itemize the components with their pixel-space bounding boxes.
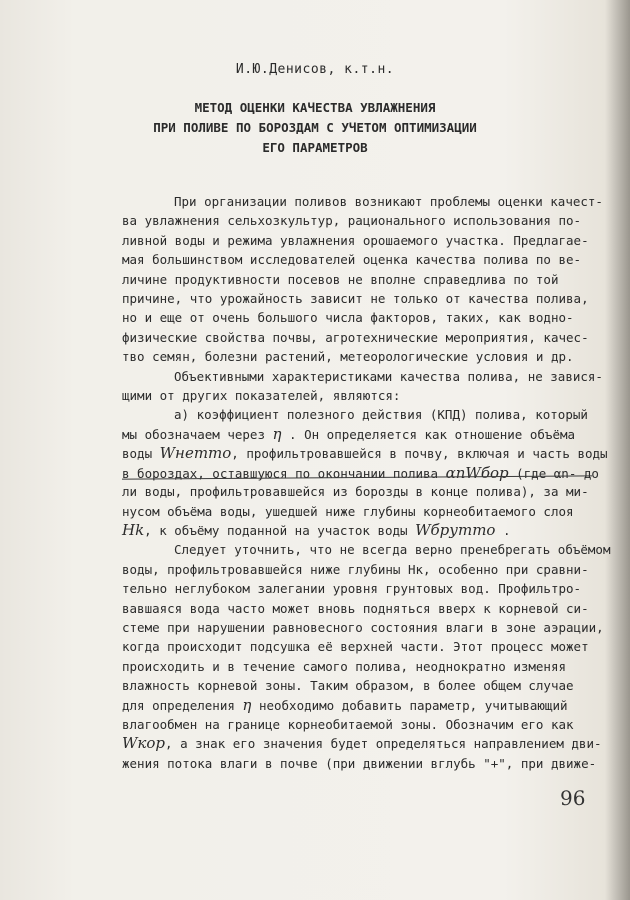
title-line: МЕТОД ОЦЕНКИ КАЧЕСТВА УВЛАЖНЕНИЯ — [194, 100, 436, 115]
alpha-w-symbol: αnWбор — [445, 463, 509, 482]
text-line: ва увлажнения сельхозкультур, рационального использования по- — [122, 213, 582, 229]
text-line: тельно неглубоком залегании уровня грунтовых вод. Профильтро- — [122, 581, 582, 597]
text-line: влагообмен на границе корнеобитаемой зоны. Обозначим его как — [122, 716, 574, 732]
text-line: причине, что урожайность зависит не только от качества полива, — [122, 291, 589, 307]
text-line: жения потока влаги в почве (при движении вглубь "+", при движе- — [122, 755, 597, 771]
text-line: тво семян, болезни растений, метеорологические условия и др. — [122, 349, 574, 365]
text-line — [122, 444, 612, 463]
text-fragment: . — [495, 522, 511, 538]
text-line: мая большинством исследователей оценка качества полива по ве- — [122, 252, 582, 268]
text-fragment: воды — [122, 446, 160, 462]
text-line: вавшаяся вода часто может вновь подняться вверх к корневой си- — [122, 600, 589, 616]
w-netto-symbol: Wнетто — [159, 444, 232, 463]
eta-symbol: η — [272, 424, 282, 443]
text-line: физические свойства почвы, агротехнические мероприятия, качес- — [122, 329, 589, 345]
text-line: ливной воды и режима увлажнения орошаемого участка. Предлагае- — [122, 232, 589, 248]
text-line: ли воды, профильтровавшейся из борозды в конце полива), за ми- — [122, 484, 589, 500]
text-line: Следует уточнить, что не всегда верно пренебрегать объёмом — [174, 542, 611, 558]
text-line — [122, 696, 612, 715]
w-kor-symbol: Wкор — [122, 734, 166, 753]
text-line: Объективными характеристиками качества полива, не завися- — [174, 368, 603, 384]
page-number: 96 — [560, 786, 586, 810]
text-fragment: . Он определяется как отношение объёма — [281, 426, 576, 442]
author-line: И.Ю.Денисов, к.т.н. — [235, 62, 395, 77]
title-line: ЕГО ПАРАМЕТРОВ — [262, 140, 368, 155]
text-line — [122, 464, 612, 483]
text-fragment: (где αn- до — [508, 465, 599, 481]
text-fragment: для определения — [122, 697, 243, 713]
text-line: личине продуктивности посевов не вполне справедлива по той — [122, 271, 559, 287]
text-line: влажность корневой зоны. Таким образом, в более общем случае — [122, 678, 574, 694]
text-line: воды, профильтровавшейся ниже глубины Hк, особенно при сравни- — [122, 561, 589, 577]
text-line: При организации поливов возникают проблемы оценки качест- — [174, 194, 603, 209]
text-line: но и еще от очень большого числа факторов, таких, как водно- — [122, 310, 574, 326]
eta-symbol: η — [242, 695, 252, 714]
text-fragment: , профильтровавшейся в почву, включая и часть воды — [231, 446, 608, 462]
text-fragment: необходимо добавить параметр, учитывающий — [251, 697, 568, 713]
w-brutto-symbol: Wбрутто — [415, 520, 496, 539]
text-line — [122, 425, 612, 444]
text-line: нусом объёма воды, ушедшей ниже глубины корнеобитаемого слоя — [122, 503, 574, 519]
text-line: а) коэффициент полезного действия (КПД) полива, который — [174, 407, 588, 423]
text-fragment: , к объёму поданной на участок воды — [144, 522, 416, 538]
text-fragment: , а знак его значения будет определяться направлением дви- — [165, 736, 602, 752]
text-line — [122, 734, 612, 753]
text-line: щими от других показателей, являются: — [122, 388, 401, 404]
text-line: стеме при нарушении равновесного состояния влаги в зоне аэрации, — [122, 619, 604, 635]
text-line — [122, 521, 612, 540]
text-fragment: в бороздах, оставшуюся по окончании полива — [122, 465, 446, 481]
title-line: ПРИ ПОЛИВЕ ПО БОРОЗДАМ С УЧЕТОМ ОПТИМИЗАЦИИ — [153, 120, 477, 135]
article-title — [0, 98, 630, 158]
text-line: происходить и в течение самого полива, неоднократно изменяя — [122, 658, 567, 674]
body-text — [122, 192, 612, 773]
text-line: когда происходит подсушка её верхней части. Этот процесс может — [122, 639, 589, 655]
hk-symbol: Hk — [122, 520, 145, 539]
text-fragment: мы обозначаем через — [122, 426, 273, 442]
